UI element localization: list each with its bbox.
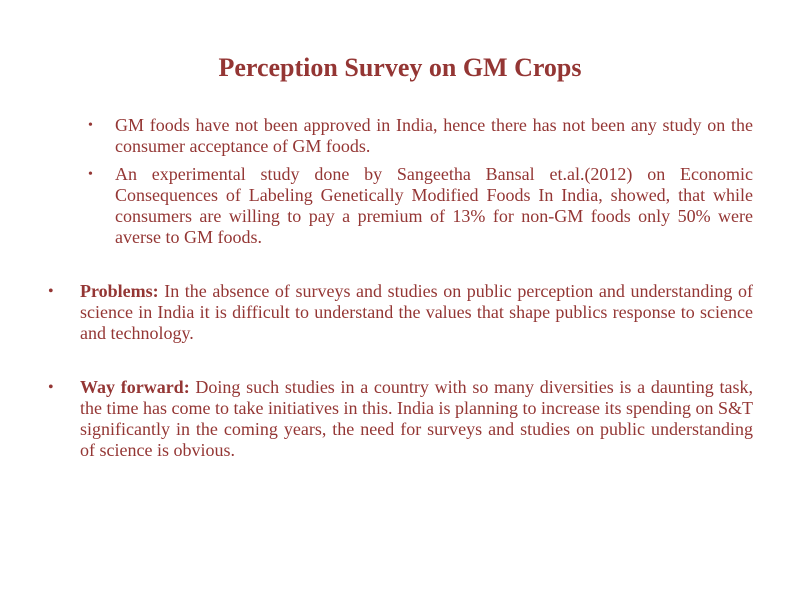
main-bullet-item <box>48 281 753 344</box>
sub-bullet-text: An experimental study done by Sangeetha Bansal et.al.(2012) on Economic Consequences of Labeling Genetically Modified Foods In India, showed, that while consumers are willing to pay a premium of 13% for non-GM foods only 50% were averse to GM foods. <box>115 164 753 247</box>
bullet-icon: • <box>48 379 54 396</box>
bullet-icon: • <box>88 118 93 133</box>
main-bullet-text: In the absence of surveys and studies on public perception and understanding of science in India it is difficult to understand the values that shape publics response to science and technology. <box>80 281 753 343</box>
bullet-icon: • <box>48 283 54 300</box>
slide-title: Perception Survey on GM Crops <box>218 53 582 82</box>
bullet-label-problems: Problems: <box>80 281 159 301</box>
main-bullet-item <box>48 377 754 461</box>
sub-bullet-text: GM foods have not been approved in India, hence there has not been any study on the consumer acceptance of GM foods. <box>115 115 753 156</box>
sub-bullet-item <box>88 115 753 157</box>
bullet-label-way-forward: Way forward: <box>80 377 190 397</box>
sub-bullet-item <box>88 164 753 248</box>
bullet-icon: • <box>88 167 93 182</box>
main-bullet-text: Doing such studies in a country with so many diversities is a daunting task, the time has come to take initiatives in this. India is planning to increase its spending on S&T significantly in the coming years, the need for surveys and studies on public understanding of science is obvious. <box>80 377 754 460</box>
